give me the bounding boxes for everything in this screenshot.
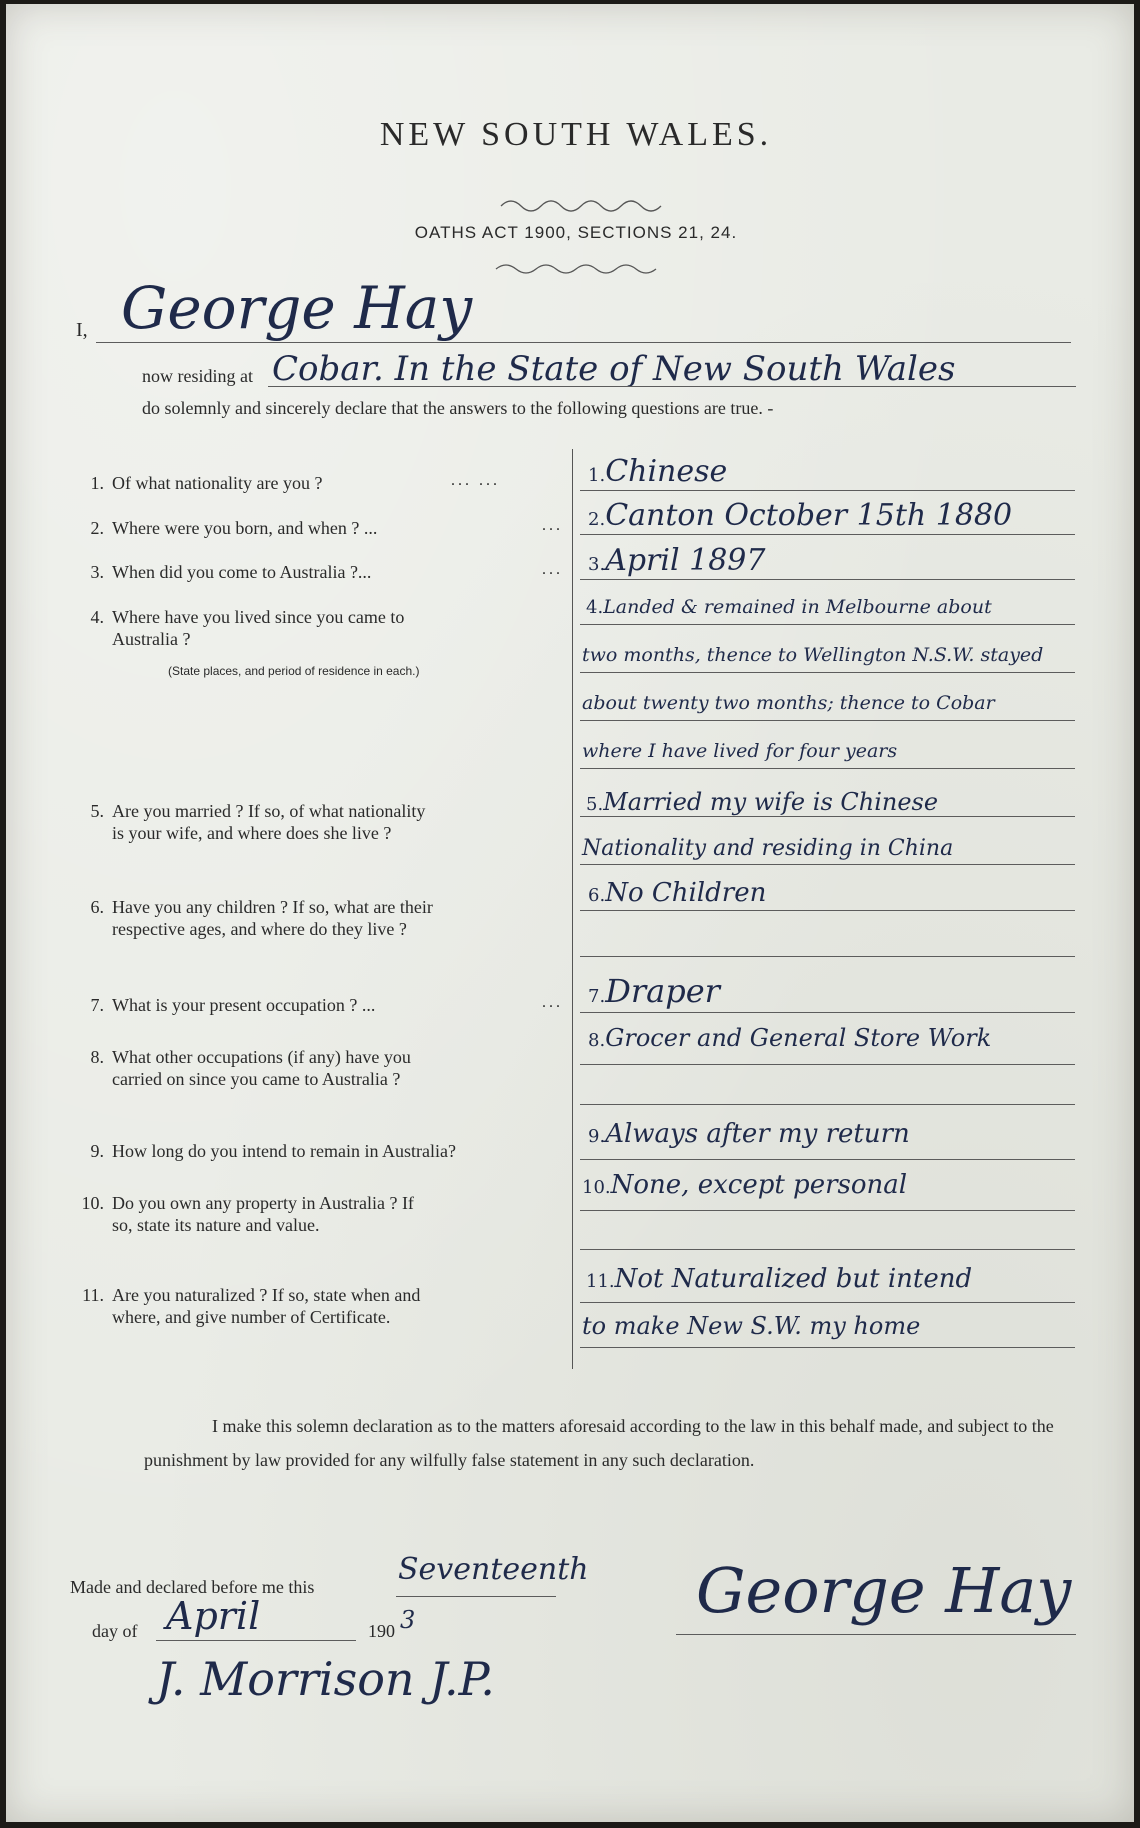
- month-value: April: [166, 1594, 261, 1638]
- answer-line: [580, 624, 1075, 625]
- form-subtitle: OATHS ACT 1900, SECTIONS 21, 24.: [414, 223, 738, 242]
- answer-line: [580, 1347, 1075, 1348]
- answer-line: [580, 672, 1075, 673]
- question-2-dots: ...: [542, 517, 563, 534]
- residing-label: now residing at: [142, 366, 253, 386]
- question-10: 10. Do you own any property in Australia ? If so, state its nature and value.: [81, 1193, 414, 1235]
- witness-signature: J. Morrison J.P.: [156, 1652, 495, 1706]
- question-11: 11. Are you naturalized ? If so, state when and where, and give number of Certificate.: [82, 1285, 421, 1327]
- made-declared-label: Made and declared before me this: [70, 1577, 315, 1597]
- question-3-dots: ...: [542, 561, 563, 578]
- day-line: [396, 1596, 556, 1597]
- declarant-signature: George Hay: [696, 1554, 1072, 1627]
- answer-line: [580, 1159, 1075, 1160]
- answer-9: 9.Always after my return: [588, 1119, 910, 1149]
- question-4-note: (State places, and period of residence in each.): [168, 664, 420, 678]
- question-5: 5. Are you married ? If so, of what nationality is your wife, and where does she live ?: [90, 801, 426, 843]
- answer-7: 7.Draper: [588, 972, 720, 1010]
- answer-line: [580, 579, 1075, 580]
- residence-line: [268, 386, 1076, 387]
- answer-line: [580, 490, 1075, 491]
- answer-line: [580, 720, 1075, 721]
- answer-line: [580, 1249, 1075, 1250]
- answer-line: [580, 1302, 1075, 1303]
- answer-line: [580, 910, 1075, 911]
- answer-line: [580, 956, 1075, 957]
- declarant-name: George Hay: [121, 274, 473, 342]
- day-value: Seventeenth: [398, 1552, 589, 1587]
- answer-line: [580, 1104, 1075, 1105]
- name-line: [96, 342, 1071, 343]
- answer-10: 10.None, except personal: [582, 1170, 908, 1200]
- column-divider: [572, 449, 573, 1369]
- answer-5-line-2: Nationality and residing in China: [582, 836, 954, 861]
- answer-11-line-2: to make New S.W. my home: [582, 1312, 921, 1340]
- answer-line: [580, 864, 1075, 865]
- question-4: 4. Where have you lived since you came to Australia ?: [90, 607, 405, 649]
- answer-line: [580, 1012, 1075, 1013]
- question-7-dots: ...: [542, 994, 563, 1011]
- answer-8: 8.Grocer and General Store Work: [588, 1024, 992, 1052]
- question-3: 3. When did you come to Australia ?...: [90, 562, 372, 582]
- question-6: 6. Have you any children ? If so, what are their respective ages, and where do they live ?: [90, 897, 433, 939]
- answer-6: 6.No Children: [588, 878, 767, 908]
- answer-4-line-2: two months, thence to Wellington N.S.W. stayed: [582, 644, 1044, 666]
- answer-line: [580, 768, 1075, 769]
- answer-4-line-4: where I have lived for four years: [582, 740, 898, 762]
- question-9: 9. How long do you intend to remain in Australia?: [90, 1141, 456, 1161]
- ornament-bottom: [491, 259, 671, 279]
- year-suffix: 3: [400, 1606, 416, 1634]
- answer-11-line-1: 11.Not Naturalized but intend: [586, 1264, 973, 1294]
- answer-1: 1.Chinese: [588, 454, 728, 489]
- residence-value: Cobar. In the State of New South Wales: [272, 349, 956, 389]
- question-8: 8. What other occupations (if any) have you carried on since you came to Australia ?: [90, 1047, 411, 1089]
- answer-5-line-1: 5.Married my wife is Chinese: [586, 788, 939, 816]
- answer-4-line-3: about twenty two months; thence to Cobar: [582, 692, 995, 714]
- form-title: NEW SOUTH WALES.: [379, 116, 773, 153]
- day-of-label: day of: [92, 1621, 138, 1641]
- answer-line: [580, 1064, 1075, 1065]
- answer-line: [580, 534, 1075, 535]
- intro-text: do solemnly and sincerely declare that the answers to the following questions are true. -: [142, 398, 774, 418]
- question-7: 7. What is your present occupation ? ...: [90, 995, 376, 1015]
- ornament-top: [496, 194, 676, 214]
- answer-line: [580, 816, 1075, 817]
- question-1: 1. Of what nationality are you ?: [90, 473, 323, 493]
- year-prefix: 190: [368, 1621, 395, 1641]
- declaration-form: [6, 4, 1134, 1822]
- question-1-dots: ... ...: [451, 472, 500, 489]
- question-2: 2. Where were you born, and when ? ...: [90, 518, 378, 538]
- answer-4-line-1: 4.Landed & remained in Melbourne about: [586, 596, 992, 618]
- i-prefix: I,: [76, 319, 88, 341]
- answer-2: 2.Canton October 15th 1880: [588, 498, 1013, 533]
- month-line: [156, 1640, 356, 1641]
- answer-line: [580, 1210, 1075, 1211]
- answer-3: 3.April 1897: [588, 543, 766, 578]
- signature-line: [676, 1634, 1076, 1635]
- declaration-text: I make this solemn declaration as to the matters aforesaid according to the law in this behalf made, and subject to the punishment by law provided for any wilfully false statement in any such declaration.: [144, 1416, 1054, 1470]
